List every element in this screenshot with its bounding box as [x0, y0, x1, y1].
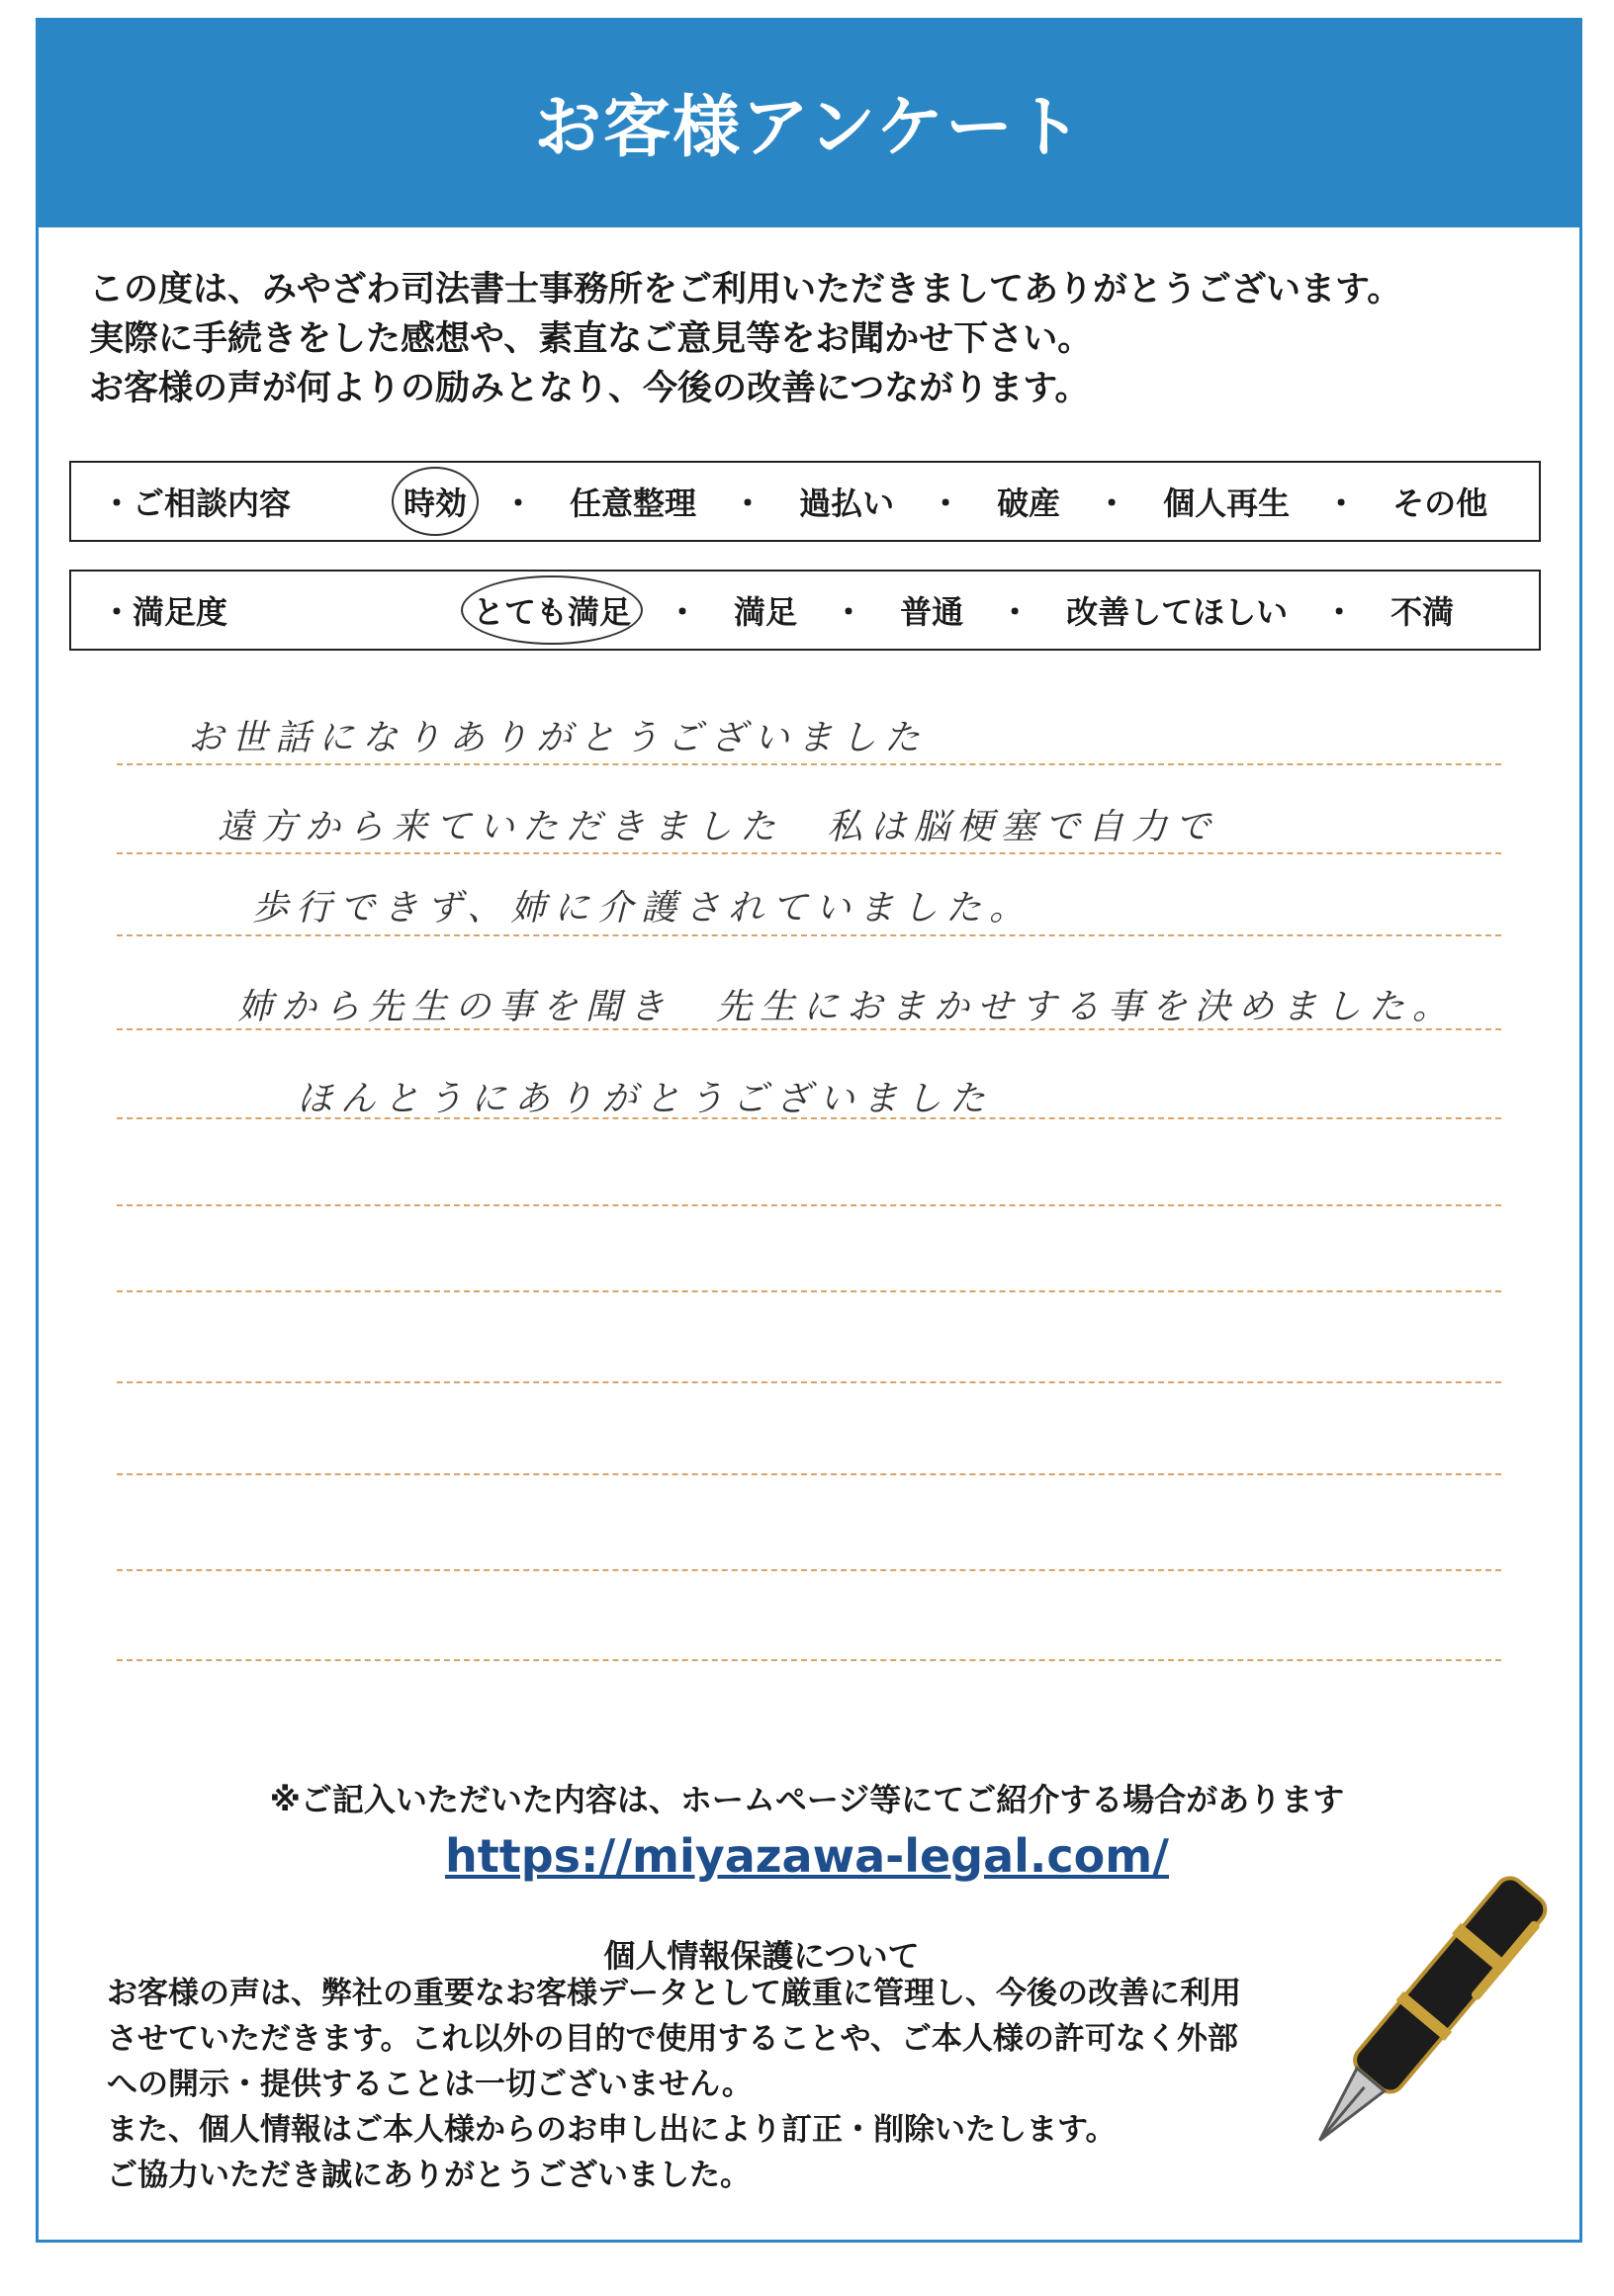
privacy-text: [107, 1971, 1241, 2198]
separator: ・: [930, 485, 962, 522]
intro-text: [89, 265, 1401, 413]
privacy-line: ご協力いただき誠にありがとうございました。: [107, 2158, 751, 2193]
comment-line: 歩行できず、姉に介護されていました。: [252, 888, 1033, 928]
writing-line: [117, 1204, 1501, 1206]
separator: ・: [732, 485, 764, 522]
separator: ・: [999, 593, 1031, 631]
privacy-line: お客様の声は、弊社の重要なお客様データとして厳重に管理し、今後の改善に利用: [107, 1976, 1241, 2011]
separator: ・: [667, 593, 699, 631]
separator: ・: [1323, 593, 1356, 631]
separator: ・: [502, 485, 535, 522]
comment-line: ほんとうにありがとうございました: [297, 1079, 994, 1119]
privacy-title: 個人情報保護について: [603, 1937, 920, 1975]
privacy-line: させていただきます。これ以外の目的で使用することや、ご本人様の許可なく外部: [107, 2021, 1238, 2057]
page-title: お客様アンケート: [534, 89, 1084, 167]
intro-line: お客様の声が何よりの励みとなり、今後の改善につながります。: [89, 369, 1090, 408]
writing-line: [117, 1473, 1501, 1475]
writing-line: [117, 763, 1501, 765]
consultation-box: [69, 461, 1541, 542]
writing-line: [117, 1569, 1501, 1571]
writing-line: [117, 1290, 1501, 1292]
consultation-option-nini-seiri[interactable]: 任意整理: [570, 485, 697, 522]
header-banner: [36, 18, 1582, 227]
comment-line: 遠方から来ていただきました 私は脳梗塞で自力で: [218, 807, 1219, 847]
privacy-line: への開示・提供することは一切ございません。: [107, 2067, 753, 2102]
consultation-option-jikou[interactable]: 時効: [398, 479, 473, 524]
satisfaction-option-want-improvement[interactable]: 改善してほしい: [1066, 593, 1289, 631]
publication-notice: ※ご記入いただいた内容は、ホームページ等にてご紹介する場合があります: [269, 1781, 1345, 1818]
satisfaction-options: [467, 587, 1460, 633]
writing-line: [117, 1028, 1501, 1030]
consultation-option-kojin-saisei[interactable]: 個人再生: [1163, 485, 1291, 522]
comment-line: 姉から先生の事を聞き 先生におまかせする事を決めました。: [237, 987, 1457, 1027]
satisfaction-option-satisfied[interactable]: 満足: [734, 593, 798, 631]
satisfaction-option-very-satisfied[interactable]: とても満足: [467, 587, 637, 633]
intro-line: 実際に手続きをした感想や、素直なご意見等をお聞かせ下さい。: [89, 319, 1093, 359]
satisfaction-label: ・満足度: [101, 593, 228, 631]
separator: ・: [1096, 485, 1128, 522]
consultation-option-sonota[interactable]: その他: [1392, 485, 1488, 522]
writing-line: [117, 1659, 1501, 1661]
writing-line: [117, 1381, 1501, 1383]
satisfaction-box: [69, 570, 1541, 651]
writing-line: [117, 852, 1501, 854]
separator: ・: [833, 593, 865, 631]
writing-line: [117, 934, 1501, 936]
consultation-options: [398, 479, 1493, 524]
fountain-pen-icon: [1276, 1859, 1563, 2175]
consultation-option-hasan[interactable]: 破産: [997, 485, 1061, 522]
privacy-line: また、個人情報はご本人様からのお申し出により訂正・削除いたします。: [107, 2112, 1117, 2148]
comment-line: お世話になりありがとうございました: [188, 718, 929, 758]
intro-line: この度は、みやざわ司法書士事務所をご利用いただきましてありがとうございます。: [89, 270, 1402, 309]
satisfaction-option-normal[interactable]: 普通: [900, 593, 964, 631]
writing-line: [117, 1117, 1501, 1119]
website-link[interactable]: https://miyazawa-legal.com/: [445, 1829, 1169, 1883]
separator: ・: [1325, 485, 1358, 522]
satisfaction-option-dissatisfied[interactable]: 不満: [1390, 593, 1455, 631]
consultation-option-kabarai[interactable]: 過払い: [799, 485, 895, 522]
consultation-label: ・ご相談内容: [101, 485, 292, 522]
